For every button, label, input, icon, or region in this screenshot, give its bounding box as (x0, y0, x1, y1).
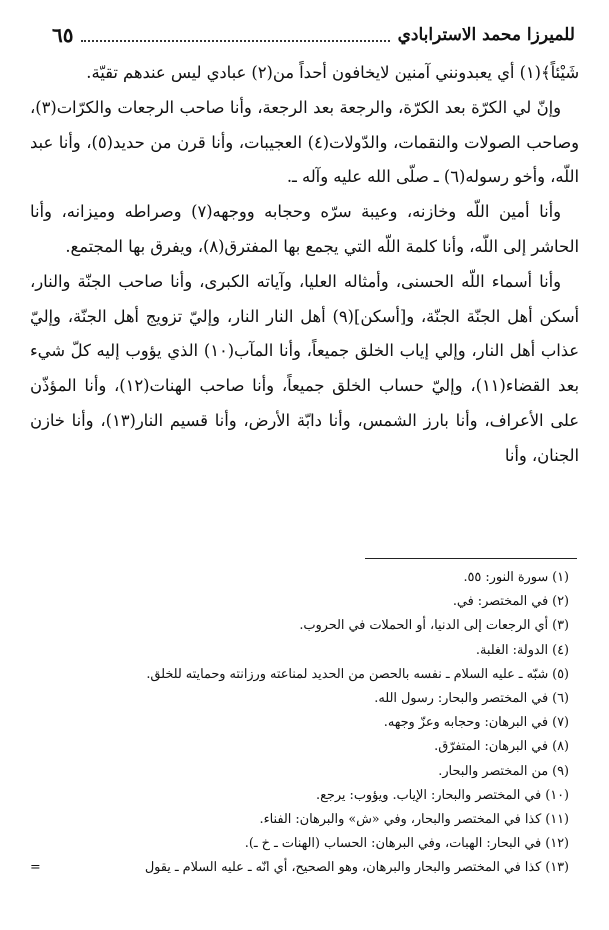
paragraph-4: وأنا أسماء اللّه الحسنى، وأمثاله العليا، وآياته الكبرى، وأنا صاحب الجنّة والنار، أسكن أهل الجنّة الجنّة، و[أسكن](٩) أهل النار النار، وإليّ تزويج أهل الجنّة، وإليّ عذاب أهل النار، وإلي إياب الخلق جميعاً، وأنا المآب(١٠) الذي يؤوب إليه كلّ شيء بعد القضاء(١١)، وإليّ حساب الخلق جميعاً، وأنا صاحب الهنات(١٢)، وأنا المؤذّن على الأعراف، وأنا بارز الشمس، وأنا دابّة الأرض، وأنا قسيم النار(١٣)، وأنا خازن الجنان، وأنا (30, 271, 579, 465)
footnote-separator (365, 558, 577, 559)
continuation-mark: = (30, 860, 41, 876)
footnote: (٣) أي الرجعات إلى الدنيا، أو الحملات في الحروب. (299, 618, 569, 634)
footnote: (١٢) في البحار: الهبات، وفي البرهان: الحساب (الهنات ـ خ ـ). (244, 836, 569, 852)
footnote: (٩) من المختصر والبحار. (438, 763, 569, 779)
page-header (52, 20, 575, 50)
footnote: (٧) في البرهان: وحجابه وعزّ وجهه. (383, 715, 569, 731)
page-number: ٦٥ (52, 23, 74, 47)
footnote-text: (١٣) كذا في المختصر والبحار والبرهان، وهو الصحيح، أي انّه ـ عليه السلام ـ يقول (144, 860, 569, 876)
paragraph-2: وإنّ لي الكرّة بعد الكرّة، والرجعة بعد الرجعة، وأنا صاحب الرجعات والكرّات(٣)، وصاحب الصولات والنقمات، والدّولات(٤) العجيبات، وأنا قرن من حديد(٥)، وأنا عبد اللّه، وأخو رسوله(٦) ـ صلّى الله عليه وآله ـ. (30, 97, 579, 187)
footnote: (٢) في المختصر: في. (452, 594, 569, 610)
footnote: (١) سورة النور: ٥٥. (463, 570, 569, 585)
footnote: (٦) في المختصر والبحار: رسول الله. (374, 691, 569, 707)
running-title: للميرزا محمد الاسترابادي (397, 25, 575, 45)
footnote: (٨) في البرهان: المتفرّق. (434, 739, 569, 755)
paragraph-3: وأنا أمين اللّه وخازنه، وعيبة سرّه وحجابه ووجهه(٧) وصراطه وميزانه، وأنا الحاشر إلى اللّه، وأنا كلمة اللّه التي يجمع بها المفترق(٨)، ويفرق بها المجتمع. (30, 202, 579, 256)
footnote: (٤) الدولة: الغلبة. (475, 642, 569, 658)
footnote: (١٠) في المختصر والبحار: الإياب. ويؤوب: يرجع. (316, 787, 569, 803)
footnotes (30, 566, 569, 881)
footnote: (١١) كذا في المختصر والبحار، وفي «ش» والبرهان: الفناء. (259, 812, 569, 828)
footnote-last (30, 856, 569, 880)
footnote: (٥) شبّه ـ عليه السلام ـ نفسه بالحصن من الحديد لمناعته ورزانته وحمايته للخلق. (146, 666, 569, 682)
header-dotted-leader (81, 40, 389, 42)
main-text (30, 56, 579, 474)
paragraph-1: شَيْئاً﴾(١) أي يعبدونني آمنين لايخافون أحداً من(٢) عبادي ليس عندهم تقيّة. (86, 63, 579, 82)
